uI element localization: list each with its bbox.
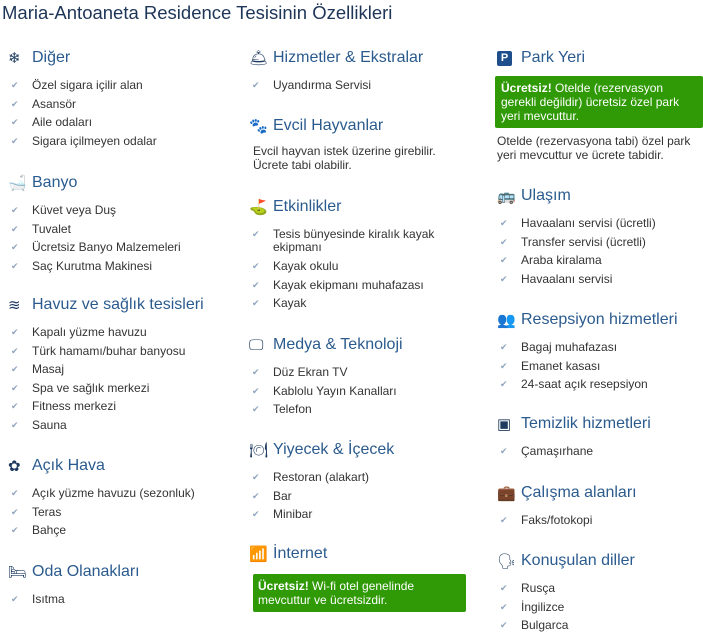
- washing-machine-icon: ▣: [497, 416, 512, 433]
- section-title: Yiyecek & İçecek: [273, 441, 395, 458]
- section-title: Hizmetler & Ekstralar: [273, 49, 424, 66]
- free-badge: Ücretsiz!: [501, 81, 552, 95]
- reception-icon: 👥: [497, 312, 516, 329]
- section-title: Konuşulan diller: [521, 552, 635, 569]
- list-item: ✔ Açık yüzme havuzu (sezonluk): [8, 484, 233, 503]
- section-internet: [249, 544, 466, 612]
- section-oda: [8, 562, 233, 609]
- list-item: ✔ İngilizce: [497, 598, 703, 617]
- list-item: ✔ Tesis bünyesinde kiralık kayak ekipmanı: [249, 225, 449, 257]
- list-item: ✔ Kayak okulu: [249, 257, 449, 276]
- section-title: Etkinlikler: [273, 198, 342, 215]
- list-item: ✔ Havaalanı servisi: [497, 270, 703, 289]
- snowflake-icon: ❄: [8, 50, 21, 67]
- list-item: ✔ Teras: [8, 503, 233, 522]
- paw-icon: 🐾: [249, 118, 268, 135]
- list-item: ✔ 24-saat açık resepsiyon: [497, 375, 703, 394]
- list-item: ✔ Kablolu Yayın Kanalları: [249, 382, 474, 401]
- list-item: ✔ Bar: [249, 487, 474, 506]
- list-item: ✔ Ücretsiz Banyo Malzemeleri: [8, 238, 233, 257]
- swimmer-icon: ≋: [8, 297, 21, 314]
- list-item: ✔ Isıtma: [8, 590, 233, 609]
- list-item: ✔ Türk hamamı/buhar banyosu: [8, 342, 233, 361]
- list-item: ✔ Bagaj muhafazası: [497, 338, 703, 357]
- golf-icon: ⛳: [249, 199, 268, 216]
- bed-icon: 🛏: [8, 564, 28, 581]
- section-park: [497, 48, 703, 162]
- section-title: Oda Olanakları: [32, 563, 140, 580]
- section-acik-hava: [8, 456, 233, 540]
- list-item: ✔ Uyandırma Servisi: [249, 76, 474, 95]
- section-resepsiyon: [497, 310, 703, 394]
- section-title: Temizlik hizmetleri: [521, 415, 651, 432]
- list-item: ✔ Özel sigara içilir alan: [8, 76, 233, 95]
- flower-icon: ✿: [8, 458, 21, 475]
- parking-description: Otelde (rezervasyona tabi) özel park yeri mevcuttur ve ücrete tabidir.: [497, 134, 691, 162]
- list-item: ✔ Küvet veya Duş: [8, 201, 233, 220]
- section-title: Resepsiyon hizmetleri: [521, 311, 678, 328]
- list-item: ✔ Emanet kasası: [497, 357, 703, 376]
- section-havuz: [8, 295, 233, 434]
- free-parking-notice: [495, 76, 703, 128]
- list-item: ✔ Minibar: [249, 505, 474, 524]
- list-item: ✔ Transfer servisi (ücretli): [497, 233, 703, 252]
- list-item: ✔ Bahçe: [8, 521, 233, 540]
- section-title: Banyo: [32, 174, 78, 191]
- section-yiyecek: [249, 440, 474, 524]
- bell-icon: 🛎: [249, 50, 269, 67]
- section-title: Havuz ve sağlık tesisleri: [32, 296, 204, 313]
- list-item: ✔ Bulgarca: [497, 616, 703, 635]
- list-item: ✔ Sigara içilmeyen odalar: [8, 132, 233, 151]
- notice-text: Wi-fi otel genelinde mevcuttur ve ücretsizdir.: [258, 579, 415, 607]
- list-item: ✔ Fitness merkezi: [8, 397, 233, 416]
- wifi-icon: 📶: [249, 546, 268, 563]
- section-medya: [249, 335, 474, 419]
- section-title: Evcil Hayvanlar: [273, 117, 384, 134]
- list-item: ✔ Sauna: [8, 416, 233, 435]
- bus-icon: 🚌: [497, 188, 516, 205]
- list-item: ✔ Asansör: [8, 95, 233, 114]
- section-title: Park Yeri: [521, 49, 586, 66]
- section-temizlik: [497, 414, 703, 461]
- list-item: ✔ Saç Kurutma Makinesi: [8, 257, 233, 276]
- monitor-icon: 🖵: [249, 336, 264, 354]
- section-ulasim: [497, 186, 703, 288]
- parking-icon: P: [497, 51, 512, 66]
- bathtub-icon: 🛁: [8, 175, 27, 192]
- list-item: ✔ Araba kiralama: [497, 251, 703, 270]
- section-title: Diğer: [32, 49, 71, 66]
- section-title: Çalışma alanları: [521, 484, 637, 501]
- section-etkinlikler: [249, 197, 474, 313]
- list-item: ✔ Rusça: [497, 579, 703, 598]
- list-item: ✔ Kayak: [249, 294, 449, 313]
- free-wifi-notice: [253, 574, 466, 612]
- list-item: ✔ Kapalı yüzme havuzu: [8, 323, 233, 342]
- list-item: ✔ Masaj: [8, 360, 233, 379]
- list-item: ✔ Aile odaları: [8, 113, 233, 132]
- list-item: ✔ Faks/fotokopi: [497, 511, 703, 530]
- pets-description: Evcil hayvan istek üzerine girebilir. Ücrete tabi olabilir.: [253, 144, 436, 172]
- list-item: ✔ Çamaşırhane: [497, 442, 703, 461]
- section-title: Açık Hava: [32, 457, 105, 474]
- page-title: Maria-Antoaneta Residence Tesisinin Özellikleri: [2, 2, 393, 23]
- list-item: ✔ Spa ve sağlık merkezi: [8, 379, 233, 398]
- list-item: ✔ Tuvalet: [8, 220, 233, 239]
- list-item: ✔ Düz Ekran TV: [249, 363, 474, 382]
- list-item: ✔ Kayak ekipmanı muhafazası: [249, 276, 449, 295]
- list-item: ✔ Restoran (alakart): [249, 468, 474, 487]
- section-diller: [497, 551, 703, 635]
- section-hizmetler: [249, 48, 474, 95]
- list-item: ✔ Havaalanı servisi (ücretli): [497, 214, 703, 233]
- briefcase-icon: 💼: [497, 485, 516, 502]
- list-item: ✔ Telefon: [249, 400, 474, 419]
- free-badge: Ücretsiz!: [258, 579, 309, 593]
- utensils-icon: 🍽: [249, 442, 269, 459]
- section-evcil: [249, 116, 474, 172]
- section-title: İnternet: [273, 545, 328, 562]
- section-title: Ulaşım: [521, 187, 571, 204]
- section-title: Medya & Teknoloji: [273, 336, 403, 353]
- section-diger: [8, 48, 233, 150]
- person-icon: 🗣: [497, 553, 517, 570]
- notice-text: Otelde (rezervasyon gerekli değildir) ücretsiz özel park yeri mevcuttur.: [501, 81, 680, 123]
- section-banyo: [8, 173, 233, 275]
- section-calisma: [497, 483, 703, 530]
